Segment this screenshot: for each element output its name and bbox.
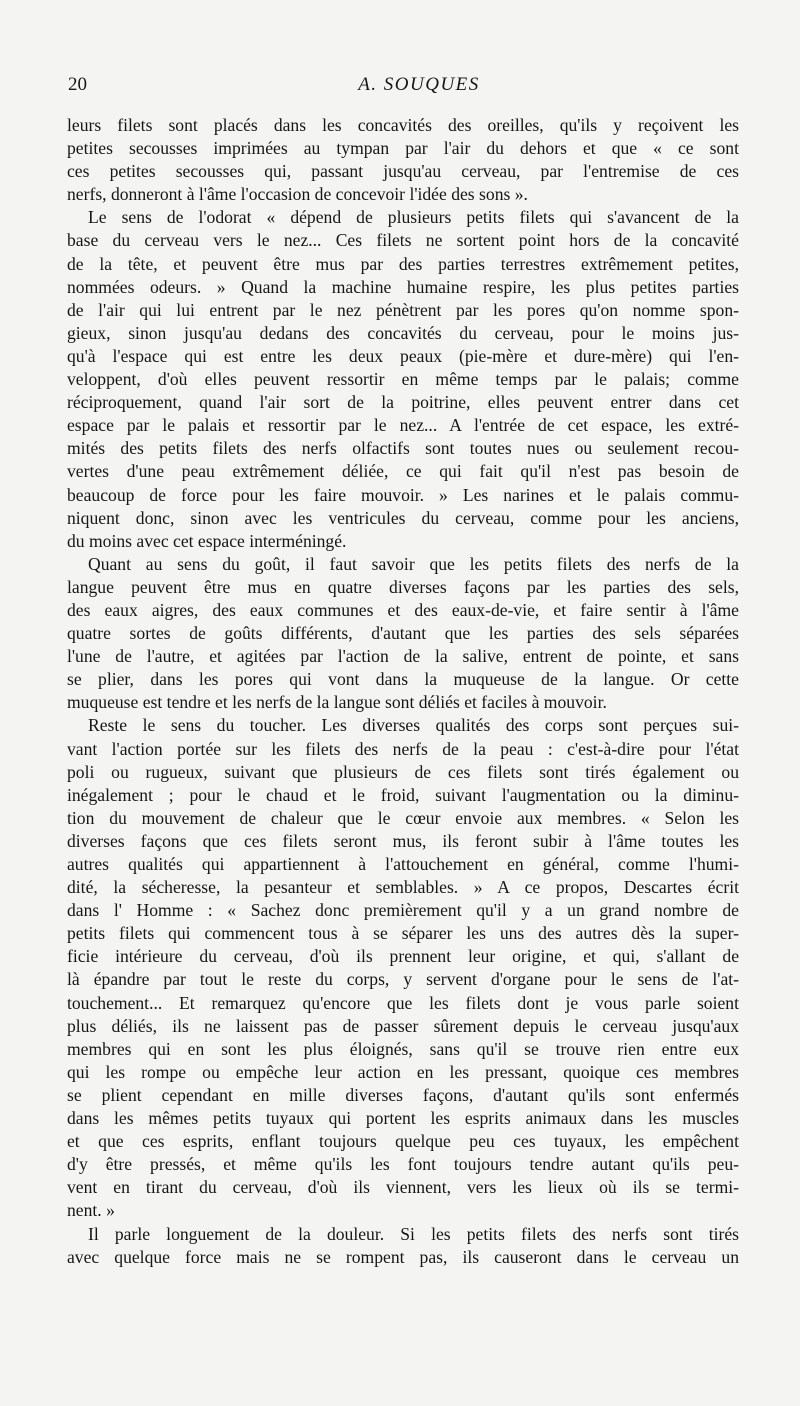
text-line: dité, la sécheresse, la pesanteur et semblables. » A ce propos, Descartes écrit: [67, 877, 739, 898]
paragraph: [67, 1223, 739, 1269]
text-line: qu'à l'espace qui est entre les deux peaux (pie-mère et dure-mère) qui l'en-: [67, 345, 739, 366]
text-line: vertes d'une peau extrêmement déliée, ce qui fait qu'il n'est pas besoin de: [67, 461, 739, 482]
text-line: inégalement ; pour le chaud et le froid, suivant l'augmentation ou la diminu-: [67, 784, 739, 805]
text-line: gieux, sinon jusqu'au dedans des concavités du cerveau, pour le moins jus-: [67, 322, 739, 343]
text-line: leurs filets sont placés dans les concavités des oreilles, qu'ils y reçoivent les: [67, 115, 739, 135]
text-line: petits filets qui commencent tous à se séparer les uns des autres dès la super-: [67, 923, 739, 944]
text-line: muqueuse est tendre et les nerfs de la langue sont déliés et faciles à mouvoir.: [67, 692, 607, 713]
text-line: d'y être pressés, et même qu'ils les font toujours tendre autant qu'ils peu-: [67, 1154, 739, 1175]
text-line: dans l' Homme : « Sachez donc premièrement qu'il y a un grand nombre de: [67, 900, 739, 921]
text-line: Quant au sens du goût, il faut savoir que les petits filets des nerfs de la: [88, 553, 739, 574]
text-line: veloppent, d'où elles peuvent ressortir en même temps par le palais; comme: [67, 369, 739, 390]
text-line: l'une de l'autre, et agitées par l'action de la salive, entrent de pointe, et sans: [67, 646, 739, 667]
text-line: des eaux aigres, des eaux communes et des eaux-de-vie, et faire sentir à l'âme: [67, 599, 739, 620]
text-line: se plier, dans les pores qui vont dans la muqueuse de la langue. Or cette: [67, 669, 739, 690]
paragraph: [67, 714, 739, 1222]
page-header: [68, 74, 762, 102]
text-line: niquent donc, sinon avec les ventricules du cerveau, comme pour les anciens,: [67, 507, 739, 528]
text-line: membres qui en sont les plus éloignés, sans qu'il se trouve rien entre eux: [67, 1038, 739, 1059]
running-title: A. SOUQUES: [358, 74, 480, 95]
text-line: autres qualités qui appartiennent à l'attouchement en général, comme l'humi-: [67, 854, 739, 874]
text-line: base du cerveau vers le nez... Ces filets ne sortent point hors de la concavité: [67, 230, 739, 251]
text-line: se plient cependant en mille diverses façons, d'autant qu'ils sont enfermés: [67, 1084, 739, 1105]
page-number: 20: [68, 74, 87, 95]
text-line: Reste le sens du toucher. Les diverses qualités des corps sont perçues sui-: [88, 715, 739, 736]
text-line: diverses façons que ces filets seront mus, ils feront subir à l'âme toutes les: [67, 830, 739, 851]
text-line: ces petites secousses qui, passant jusqu'au cerveau, par l'entremise de ces: [67, 161, 739, 182]
paragraph: [67, 206, 739, 552]
text-line: de la tête, et peuvent être mus par des parties terrestres extrêmement petites,: [67, 253, 739, 274]
text-line: poli ou rugueux, suivant que plusieurs de ces filets sont tirés également ou: [67, 761, 739, 782]
page-body: [67, 114, 739, 1269]
text-line: espace par le palais et ressortir par le nez... A l'entrée de cet espace, les extré-: [67, 415, 739, 436]
text-line: nommées odeurs. » Quand la machine humaine respire, les plus petites parties: [67, 276, 739, 297]
paragraph: [67, 553, 739, 715]
text-line: et que ces esprits, enflant toujours quelque peu ces tuyaux, les empêchent: [67, 1131, 739, 1152]
text-line: dans les mêmes petits tuyaux qui portent les esprits animaux dans les muscles: [67, 1108, 739, 1129]
text-line: mités des petits filets des nerfs olfactifs sont toutes nues ou seulement recou-: [67, 438, 739, 459]
text-line: touchement... Et remarquez qu'encore que les filets dont je vous parle soient: [67, 992, 739, 1013]
text-line: ficie intérieure du cerveau, d'où ils prennent leur origine, et qui, s'allant de: [67, 946, 739, 967]
text-line: nent. »: [67, 1200, 115, 1221]
text-line: Il parle longuement de la douleur. Si les petits filets des nerfs sont tirés: [88, 1223, 739, 1244]
text-line: avec quelque force mais ne se rompent pas, ils causeront dans le cerveau un: [67, 1246, 739, 1267]
text-line: là épandre par tout le reste du corps, y servent d'organe pour le sens de l'at-: [67, 969, 739, 990]
text-line: qui les rompe ou empêche leur action en les pressant, quoique ces membres: [67, 1061, 739, 1082]
text-line: langue peuvent être mus en quatre diverses façons par les parties des sels,: [67, 576, 739, 597]
text-line: plus déliés, ils ne laissent pas de passer sûrement depuis le cerveau jusqu'aux: [67, 1015, 739, 1036]
text-line: vent en tirant du cerveau, d'où ils viennent, vers les lieux où ils se termi-: [67, 1177, 739, 1198]
text-line: du moins avec cet espace interméningé.: [67, 530, 347, 551]
text-line: petites secousses imprimées au tympan par l'air du dehors et que « ce sont: [67, 138, 739, 159]
text-line: nerfs, donneront à l'âme l'occasion de concevoir l'idée des sons ».: [67, 184, 528, 205]
text-line: de l'air qui lui entrent par le nez pénètrent par les pores qu'on nomme spon-: [67, 299, 739, 320]
text-line: tion du mouvement de chaleur que le cœur envoie aux membres. « Selon les: [67, 807, 739, 828]
text-line: vant l'action portée sur les filets des nerfs de la peau : c'est-à-dire pour l'état: [67, 738, 739, 759]
text-line: Le sens de l'odorat « dépend de plusieurs petits filets qui s'avancent de la: [88, 207, 739, 228]
text-line: beaucoup de force pour les faire mouvoir. » Les narines et le palais commu-: [67, 484, 739, 505]
text-line: quatre sortes de goûts différents, d'autant que les parties des sels séparées: [67, 623, 739, 644]
text-line: réciproquement, quand l'air sort de la poitrine, elles peuvent entrer dans cet: [67, 392, 739, 413]
paragraph: [67, 114, 739, 206]
